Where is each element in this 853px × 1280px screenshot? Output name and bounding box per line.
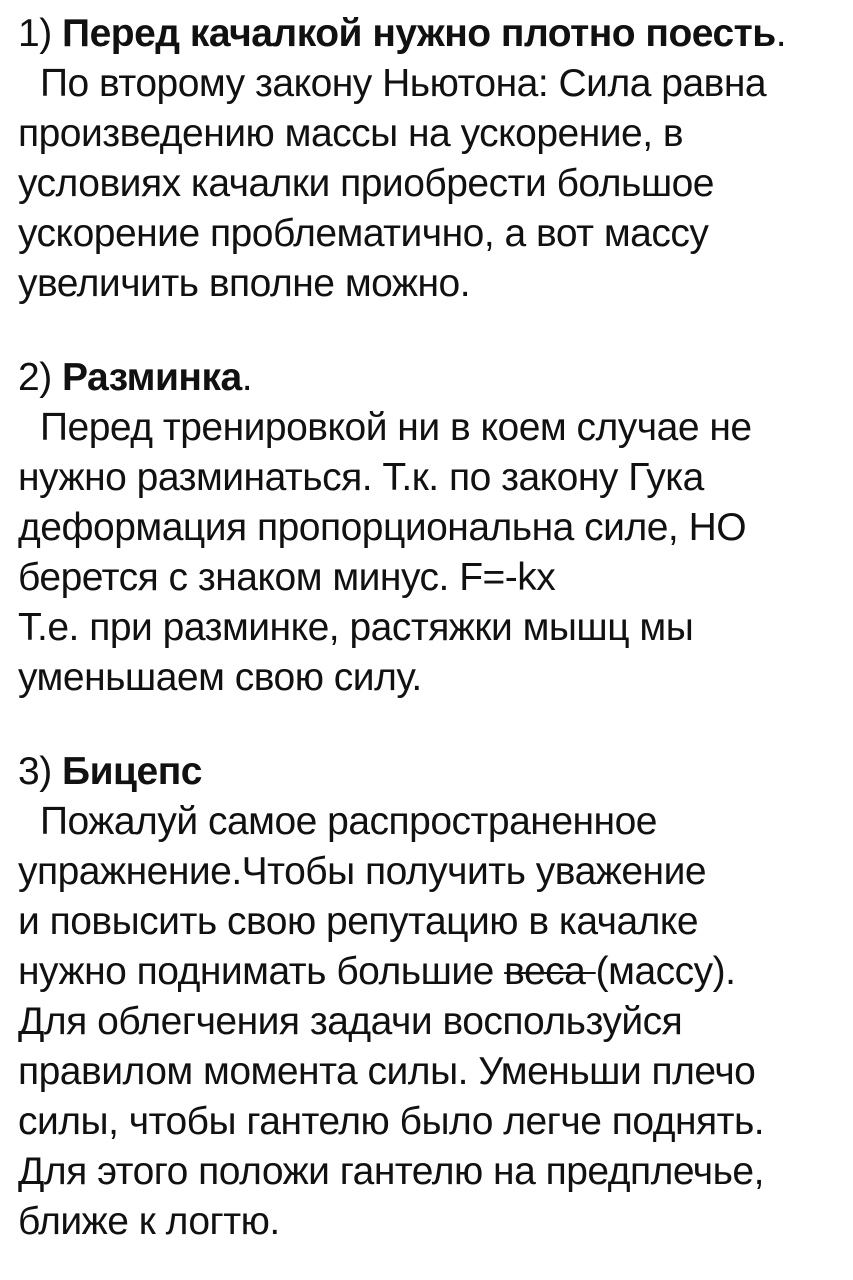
section-2-line: уменьшаем свою силу. (18, 656, 422, 699)
section-2-line: Перед тренировкой ни в коем случае не (40, 406, 752, 449)
section-3-line-text: нужно поднимать большие (18, 950, 505, 993)
struck-word: веса (504, 950, 596, 993)
section-1-heading-line (18, 14, 786, 53)
section-1-line: произведению массы на ускорение, в (18, 112, 684, 155)
section-1-line: По второму закону Ньютона: Сила равна (40, 62, 767, 105)
section-3-number: 3) (18, 750, 52, 793)
section-3-line: Для этого положи гантелю на предплечье, (18, 1150, 764, 1193)
section-1-heading-end: . (775, 12, 787, 55)
section-3-line: силы, чтобы гантелю было легче поднять. (18, 1100, 765, 1143)
section-2-line: деформация пропорциональна силе, НО (18, 506, 747, 549)
section-1-line: увеличить вполне можно. (18, 262, 471, 305)
section-3-line: упражнение.Чтобы получить уважение (18, 850, 707, 893)
after-struck-text: (массу). (595, 950, 736, 993)
section-2-line: нужно разминаться. Т.к. по закону Гука (18, 456, 704, 499)
section-1-number: 1) (18, 12, 52, 55)
section-1-line: ускорение проблематично, а вот массу (18, 212, 709, 255)
section-3-heading-line (18, 752, 202, 791)
section-2-line: берется с знаком минус. F=-kx (18, 556, 556, 599)
section-2-line: Т.е. при разминке, растяжки мышц мы (18, 606, 694, 649)
section-3-line-with-strike (18, 952, 735, 991)
section-3-line: ближе к логтю. (18, 1200, 280, 1243)
section-3-line: правилом момента силы. Уменьши плечо (18, 1050, 756, 1093)
section-1-line: условиях качалки приобрести большое (18, 162, 715, 205)
section-2-number: 2) (18, 356, 52, 399)
section-2-heading: Разминка (62, 356, 242, 399)
section-2-heading-line (18, 358, 252, 397)
section-2-heading-end: . (241, 356, 253, 399)
section-1-heading: Перед качалкой нужно плотно поесть (62, 12, 776, 55)
section-3-line: Пожалуй самое распространенное (40, 800, 657, 843)
section-3-heading: Бицепс (62, 750, 202, 793)
section-3-line: Для облегчения задачи воспользуйся (18, 1000, 683, 1043)
section-3-line: и повысить свою репутацию в качалке (18, 900, 699, 943)
